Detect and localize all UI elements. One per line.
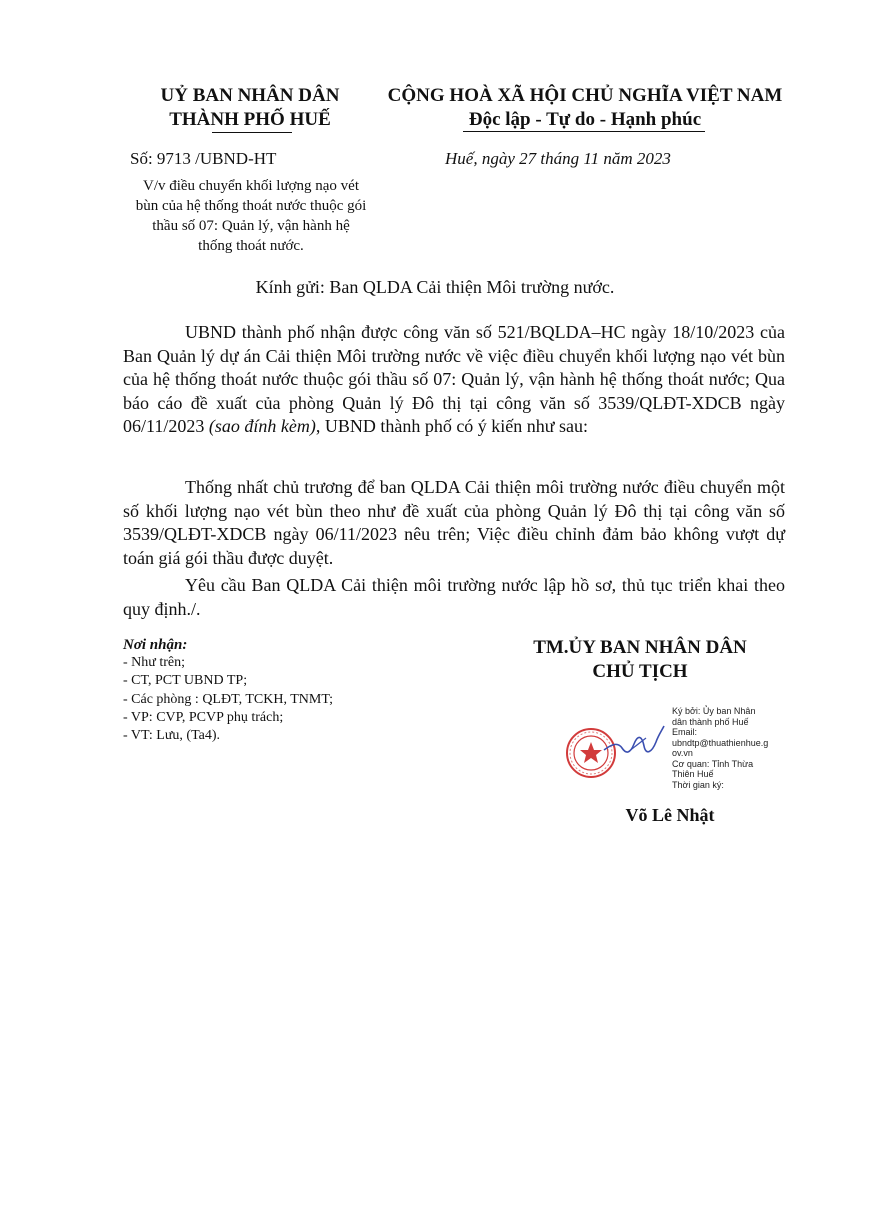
recipients-list — [123, 654, 333, 745]
subject-line: bùn của hệ thống thoát nước thuộc gói — [135, 198, 367, 214]
body-paragraph-1 — [123, 321, 785, 439]
esign-line: Ký bởi: Ủy ban Nhân — [672, 706, 756, 716]
issue-date: Huế, ngày 27 tháng 11 năm 2023 — [445, 149, 671, 168]
body-paragraph-3 — [123, 574, 785, 621]
esign-line: Email: — [672, 727, 698, 737]
digital-signature-info — [672, 706, 792, 790]
subject-line: V/v điều chuyển khối lượng nạo vét — [142, 178, 360, 194]
attachment-note: (sao đính kèm) — [208, 416, 316, 437]
paragraph-text: Yêu cầu Ban QLDA Cải thiện môi trường nước lập hồ sơ, thủ tục triển khai theo quy định./. — [123, 575, 785, 619]
esign-line: ubndtp@thuathienhue.g — [672, 737, 769, 748]
document-subject — [110, 176, 392, 256]
body-paragraph-2 — [123, 476, 785, 570]
document-number: Số: 9713 /UBND-HT — [130, 149, 277, 168]
subject-line: thống thoát nước. — [198, 238, 304, 254]
esign-line: ov.vn — [672, 748, 693, 758]
paragraph-text: UBND thành phố nhận được công văn số 521/BQLDA–HC ngày 18/10/2023 của Ban Quản lý dự án Cải thiện Môi trường nước về việc điều chuyển khối lượng nạo vét bùn của hệ thống thoát nước thuộc gói thầu số 07: Quản lý, vận hành hệ thống thoát nước; Qua báo cáo đề xuất của phòng Quản lý Đô thị tại công văn số 3539/QLĐT-XDCB ngày 06/11/2023 — [123, 322, 785, 437]
signer-title: CHỦ TỊCH — [592, 661, 688, 682]
esign-line: Thời gian ký: — [672, 779, 724, 790]
paragraph-text: , UBND thành phố có ý kiến như sau: — [315, 416, 589, 437]
salutation: Kính gửi: Ban QLDA Cải thiện Môi trường nước. — [255, 277, 615, 297]
esign-line: dân thành phố Huế — [672, 716, 749, 727]
signing-authority: TM.ỦY BAN NHÂN DÂN — [533, 637, 747, 658]
national-header — [380, 84, 790, 132]
motto-underline — [463, 131, 705, 132]
issuing-authority — [120, 84, 380, 132]
paragraph-text: Thống nhất chủ trương để ban QLDA Cải thiện môi trường nước điều chuyển một số khối lượng nạo vét bùn theo như đề xuất của phòng Quản lý Đô thị tại công văn số 3539/QLĐT-XDCB ngày 06/11/2023 nêu trên; Việc điều chỉnh đảm bảo không vượt dự toán giá gói thầu được duyệt. — [123, 477, 785, 568]
recipients-title: Nơi nhận: — [123, 637, 188, 653]
signer-name: Võ Lê Nhật — [625, 805, 715, 825]
esign-line: Cơ quan: Tỉnh Thừa — [672, 758, 754, 769]
signature-scribble-icon — [600, 722, 668, 762]
org-line-2: THÀNH PHỐ HUẾ — [169, 109, 331, 130]
subject-line: thầu số 07: Quản lý, vận hành hệ — [152, 218, 350, 234]
recipient-item: - Như trên; — [123, 655, 186, 671]
recipient-item: - VP: CVP, PCVP phụ trách; — [123, 709, 284, 725]
esign-line: Thiên Huế — [672, 769, 714, 779]
org-line-1: UỶ BAN NHÂN DÂN — [160, 85, 340, 106]
org-underline — [212, 132, 292, 133]
recipient-item: - Các phòng : QLĐT, TCKH, TNMT; — [123, 691, 333, 707]
recipient-item: - VT: Lưu, (Ta4). — [123, 728, 221, 744]
nation-motto: Độc lập - Tự do - Hạnh phúc — [468, 109, 702, 130]
nation-line-1: CỘNG HOÀ XÃ HỘI CHỦ NGHĨA VIỆT NAM — [387, 85, 783, 106]
recipient-item: - CT, PCT UBND TP; — [123, 673, 248, 689]
recipients-block — [123, 636, 333, 745]
signature-block — [470, 636, 810, 684]
